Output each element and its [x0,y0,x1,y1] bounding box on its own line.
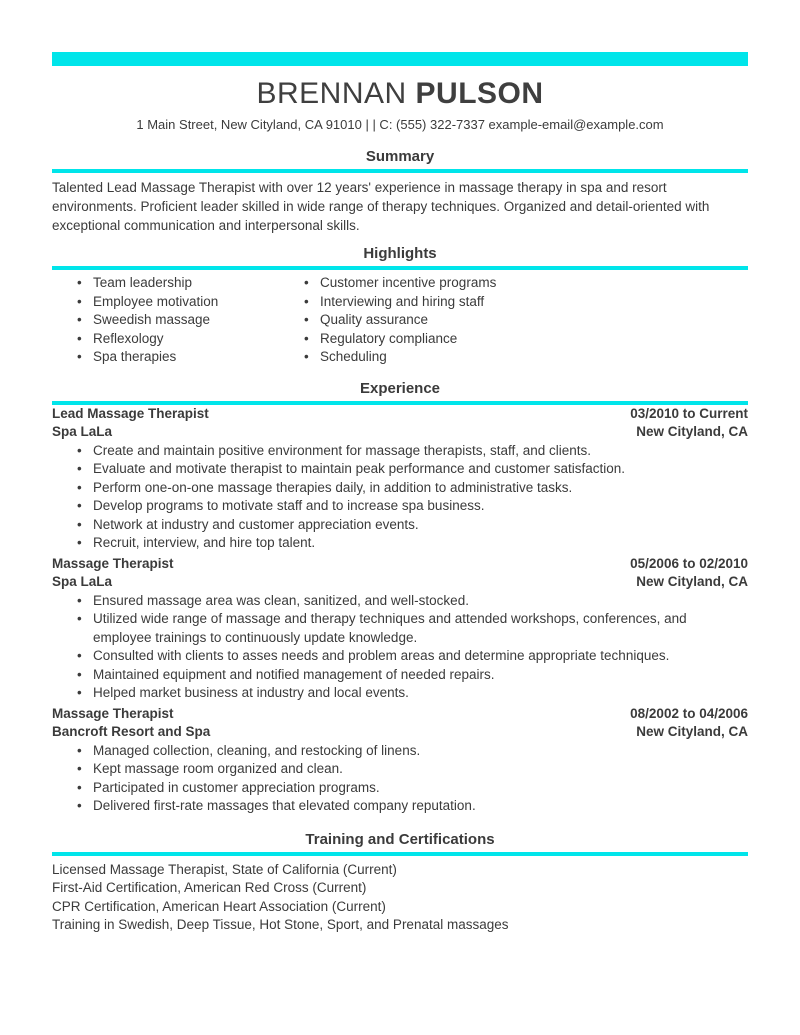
bullet-item: • Recruit, interview, and hire top talent. [75,534,748,553]
training-heading: Training and Certifications [305,830,495,848]
highlight-item: • Regulatory compliance [302,330,496,349]
job-location: New Cityland, CA [636,423,748,439]
highlight-item: • Scheduling [302,348,496,367]
section-divider [52,169,748,173]
job-title: Lead Massage Therapist [52,405,209,421]
accent-top-bar [52,52,748,66]
bullet-item: • Participated in customer appreciation programs. [75,779,748,798]
highlight-item: • Spa therapies [75,348,302,367]
job-title-row [52,555,748,573]
contact-line: 1 Main Street, New Cityland, CA 91010 | | C: (555) 322-7337 example-email@example.com [136,117,664,132]
bullet-item: • Managed collection, cleaning, and restocking of linens. [75,742,748,761]
job-bullet-list [75,742,748,816]
job-entry [52,555,748,703]
job-employer-row [52,723,748,741]
job-title: Massage Therapist [52,555,174,571]
highlight-item: • Interviewing and hiring staff [302,293,496,312]
highlight-item: • Employee motivation [75,293,302,312]
bullet-item: • Helped market business at industry and local events. [75,684,748,703]
certification-list [52,861,748,935]
job-dates: 08/2002 to 04/2006 [630,705,748,721]
bullet-item: • Kept massage room organized and clean. [75,760,748,779]
bullet-item: • Evaluate and motivate therapist to maintain peak performance and customer satisfaction. [75,460,748,479]
certification-item: CPR Certification, American Heart Association (Current) [52,898,386,914]
highlight-item: • Reflexology [75,330,302,349]
certification-item: Training in Swedish, Deep Tissue, Hot Stone, Sport, and Prenatal massages [52,917,509,932]
candidate-last-name: PULSON [415,77,544,110]
job-bullet-list [75,442,748,553]
job-entry [52,405,748,553]
job-location: New Cityland, CA [636,573,748,589]
highlights-columns [52,274,748,367]
bullet-item: • Delivered first-rate massages that elevated company reputation. [75,797,748,816]
bullet-item: • Ensured massage area was clean, sanitized, and well-stocked. [75,592,748,611]
highlight-item: • Team leadership [75,274,302,293]
section-divider [52,266,748,270]
bullet-item: • Create and maintain positive environment for massage therapists, staff, and clients. [75,442,748,461]
certification-item: First-Aid Certification, American Red Cross (Current) [52,880,367,895]
bullet-item: • Develop programs to motivate staff and to increase spa business. [75,497,748,516]
job-title: Massage Therapist [52,705,174,721]
bullet-item: • Utilized wide range of massage and therapy techniques and attended workshops, conferences, and employee trainings to continuously update knowledge. [75,610,748,647]
highlights-heading: Highlights [363,245,437,262]
highlight-item: • Sweedish massage [75,311,302,330]
job-employer-row [52,423,748,441]
job-location: New Cityland, CA [636,723,748,739]
highlight-item: • Customer incentive programs [302,274,496,293]
bullet-item: • Perform one-on-one massage therapies daily, in addition to administrative tasks. [75,479,748,498]
highlight-item: • Quality assurance [302,311,496,330]
certification-item: Licensed Massage Therapist, State of California (Current) [52,861,397,877]
job-employer: Spa LaLa [52,423,113,439]
job-entry [52,705,748,816]
experience-heading: Experience [359,379,441,397]
summary-heading: Summary [365,148,435,165]
job-title-row [52,705,748,723]
summary-text: Talented Lead Massage Therapist with over 12 years' experience in massage therapy in spa and resort environments. Proficient leader skilled in wide range of therapy techniques. Organized and detail-oriented with exceptional communication and interpersonal skills. [52,180,710,233]
bullet-item: • Network at industry and customer appreciation events. [75,516,748,535]
candidate-first-name: BRENNAN [256,77,407,110]
job-bullet-list [75,592,748,703]
job-dates: 03/2010 to Current [630,405,748,421]
bullet-item: • Consulted with clients to asses needs and problem areas and determine appropriate techniques. [75,647,748,666]
job-dates: 05/2006 to 02/2010 [630,555,748,571]
job-employer-row [52,573,748,591]
candidate-name [52,78,748,110]
bullet-item: • Maintained equipment and notified management of needed repairs. [75,666,748,685]
section-divider [52,852,748,856]
job-employer: Bancroft Resort and Spa [52,723,211,739]
highlights-column-1 [75,274,302,367]
job-employer: Spa LaLa [52,573,113,589]
highlights-column-2 [302,274,496,367]
job-title-row [52,405,748,423]
